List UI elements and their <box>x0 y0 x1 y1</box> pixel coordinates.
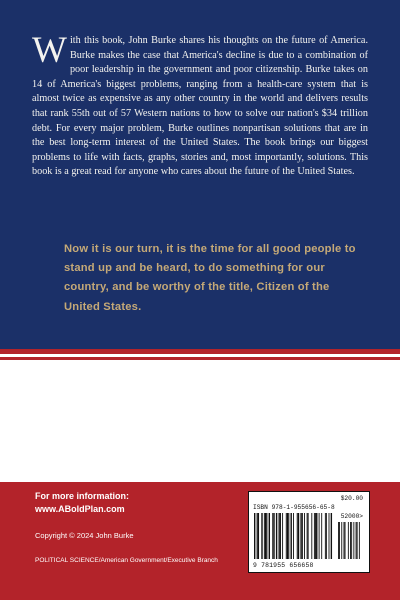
barcode-bar <box>315 513 316 559</box>
barcode-bar <box>264 513 265 559</box>
drop-cap: W <box>32 30 67 71</box>
price-addon-digits: 52000> <box>340 513 363 520</box>
addon-bar <box>339 522 340 559</box>
addon-bar <box>338 522 339 559</box>
barcode-bar <box>319 513 320 559</box>
barcode-bar <box>329 513 330 559</box>
addon-bar <box>350 522 351 559</box>
isbn-barcode-block <box>248 491 370 573</box>
addon-bar <box>348 522 349 559</box>
pull-quote: Now it is our turn, it is the time for all good people to stand up and be heard, to do something for our country, and be worthy of the title, Citizen of the United States. <box>64 243 356 313</box>
website-link[interactable]: www.ABoldPlan.com <box>35 504 125 514</box>
barcode-bar <box>287 513 288 559</box>
barcode-bar <box>276 513 277 559</box>
barcode-bar <box>254 513 255 559</box>
addon-bar <box>344 522 345 559</box>
addon-bar <box>357 522 358 559</box>
barcode-bar <box>272 513 273 559</box>
barcode-bar <box>311 513 312 559</box>
barcode-bar <box>265 513 266 559</box>
barcode-bar <box>261 513 262 559</box>
price-label: $20.00 <box>340 495 363 502</box>
barcode-bar <box>288 513 289 559</box>
barcode-bar <box>300 513 301 559</box>
barcode-bar <box>314 513 315 559</box>
book-description-text: ith this book, John Burke shares his thoughts on the future of America. Burke makes the case that America's decline is due to a combination of poor leadership in the government and poor citizenship. Burke takes on 14 of America's biggest problems, ranging from a health-care system that is almost twice as expensive as any other country in the world and delivers results that rank 55th out of 57 Western nations to how to solve our nation's $34 trillion debt. For every major problem, Burke outlines nonpartisan solutions that are in the best long-term interest of the United States. The book brings our biggest problems to life with facts, graphs, stories and, most importantly, solutions. This book is a great read for anyone who cares about the future of the United States. <box>32 35 368 178</box>
barcode-bar <box>286 513 287 559</box>
barcode-bar <box>304 513 305 559</box>
book-description <box>32 30 368 180</box>
copyright-notice: Copyright © 2024 John Burke <box>35 531 134 540</box>
addon-bar <box>356 522 357 559</box>
barcode-bars <box>254 513 364 561</box>
barcode-bar <box>269 513 270 559</box>
barcode-bar <box>257 513 258 559</box>
barcode-bar <box>325 513 326 559</box>
barcode-bar <box>280 513 281 559</box>
barcode-bar <box>297 513 298 559</box>
barcode-digits: 9 781955 656658 <box>253 562 314 569</box>
barcode-bar <box>282 513 283 559</box>
barcode-bar <box>258 513 259 559</box>
addon-bar <box>341 522 342 559</box>
barcode-bar <box>326 513 327 559</box>
barcode-bar <box>307 513 308 559</box>
barcode-bar <box>279 513 280 559</box>
red-stripe <box>0 349 400 354</box>
addon-bar <box>353 522 354 559</box>
barcode-bar <box>291 513 292 559</box>
barcode-bar <box>293 513 294 559</box>
addon-bar <box>345 522 346 559</box>
addon-bar <box>351 522 352 559</box>
bisac-category: POLITICAL SCIENCE/American Government/Executive Branch <box>35 557 218 564</box>
isbn-label: ISBN 978-1-955656-65-8 <box>253 504 335 511</box>
barcode-bar <box>301 513 302 559</box>
barcode-bar <box>321 513 322 559</box>
red-stripe-thin <box>0 357 400 360</box>
addon-bar <box>359 522 360 559</box>
barcode-bar <box>274 513 275 559</box>
barcode-bar <box>267 513 268 559</box>
barcode-bar <box>316 513 317 559</box>
more-info-heading: For more information: <box>35 491 129 501</box>
barcode-bar <box>331 513 332 559</box>
barcode-bar <box>298 513 299 559</box>
barcode-bar <box>308 513 309 559</box>
